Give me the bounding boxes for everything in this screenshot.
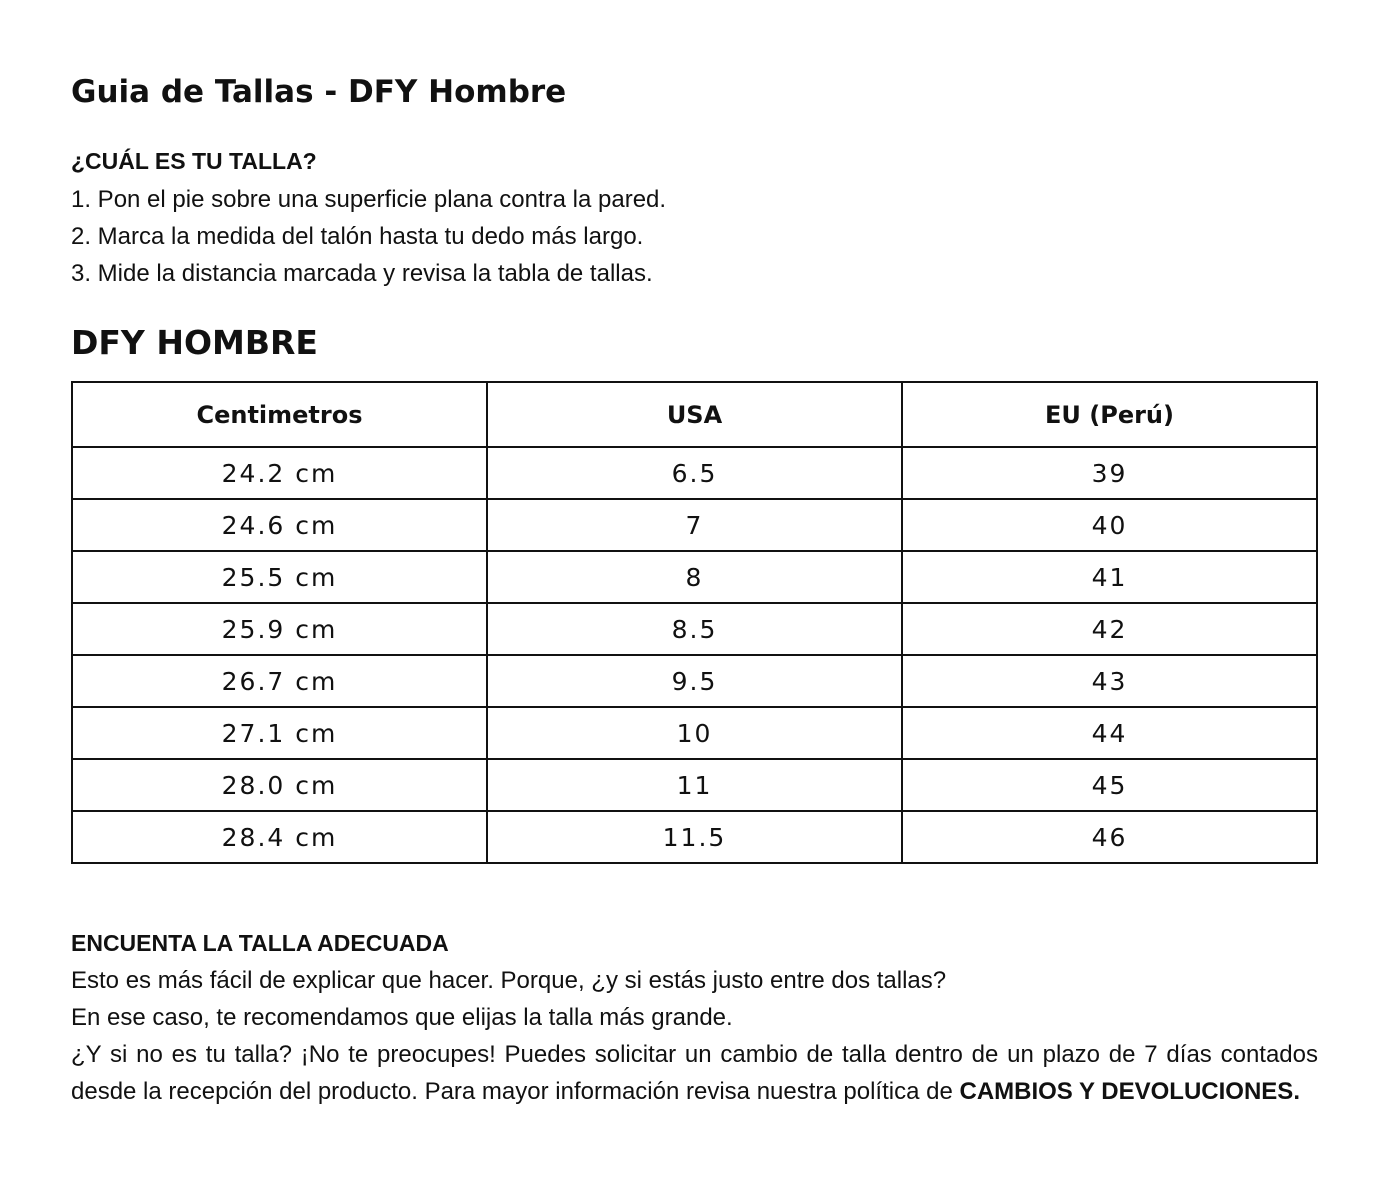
cell-eu: 45	[902, 759, 1317, 811]
cell-usa: 11.5	[487, 811, 902, 863]
exchange-policy-paragraph	[71, 1036, 1318, 1110]
cell-eu: 43	[902, 655, 1317, 707]
table-row	[72, 655, 1317, 707]
fit-advice-line: Esto es más fácil de explicar que hacer. Porque, ¿y si estás justo entre dos tallas?	[71, 967, 947, 994]
cell-usa: 9.5	[487, 655, 902, 707]
cell-eu: 40	[902, 499, 1317, 551]
size-table-title: DFY HOMBRE	[71, 323, 318, 362]
howto-heading: ¿CUÁL ES TU TALLA?	[71, 148, 317, 174]
column-header-centimeters: Centimetros	[72, 382, 487, 447]
table-row	[72, 707, 1317, 759]
cell-centimeters: 28.4 cm	[72, 811, 487, 863]
cell-eu: 42	[902, 603, 1317, 655]
cell-usa: 6.5	[487, 447, 902, 499]
cell-eu: 44	[902, 707, 1317, 759]
cell-eu: 39	[902, 447, 1317, 499]
table-row	[72, 551, 1317, 603]
cell-centimeters: 25.9 cm	[72, 603, 487, 655]
table-row	[72, 447, 1317, 499]
cell-centimeters: 25.5 cm	[72, 551, 487, 603]
cell-usa: 10	[487, 707, 902, 759]
cell-centimeters: 26.7 cm	[72, 655, 487, 707]
cell-usa: 8.5	[487, 603, 902, 655]
measure-step: 1. Pon el pie sobre una superficie plana contra la pared.	[71, 186, 667, 213]
cell-eu: 46	[902, 811, 1317, 863]
cell-centimeters: 24.6 cm	[72, 499, 487, 551]
fit-advice-section	[71, 925, 1318, 1110]
fit-advice-heading: ENCUENTA LA TALLA ADECUADA	[71, 930, 449, 956]
fit-advice-line: En ese caso, te recomendamos que elijas la talla más grande.	[71, 1004, 733, 1031]
table-row	[72, 811, 1317, 863]
table-row	[72, 603, 1317, 655]
measure-step: 3. Mide la distancia marcada y revisa la tabla de tallas.	[71, 260, 653, 287]
size-table-header-row	[72, 382, 1317, 447]
table-row	[72, 499, 1317, 551]
cell-centimeters: 27.1 cm	[72, 707, 487, 759]
column-header-usa: USA	[487, 382, 902, 447]
cell-usa: 8	[487, 551, 902, 603]
cell-centimeters: 24.2 cm	[72, 447, 487, 499]
column-header-eu: EU (Perú)	[902, 382, 1317, 447]
measure-steps-list	[71, 181, 666, 292]
cell-centimeters: 28.0 cm	[72, 759, 487, 811]
page-title: Guia de Tallas - DFY Hombre	[71, 74, 567, 110]
exchange-policy-text: ¿Y si no es tu talla? ¡No te preocupes! Puedes solicitar un cambio de talla dentro de un plazo de 7 días contados desde la recepción del producto. Para mayor información revisa nuestra política de	[71, 1041, 1318, 1105]
measure-step: 2. Marca la medida del talón hasta tu dedo más largo.	[71, 223, 644, 250]
returns-policy-link[interactable]: CAMBIOS Y DEVOLUCIONES.	[959, 1078, 1300, 1105]
cell-eu: 41	[902, 551, 1317, 603]
table-row	[72, 759, 1317, 811]
size-table	[71, 381, 1318, 864]
cell-usa: 11	[487, 759, 902, 811]
cell-usa: 7	[487, 499, 902, 551]
